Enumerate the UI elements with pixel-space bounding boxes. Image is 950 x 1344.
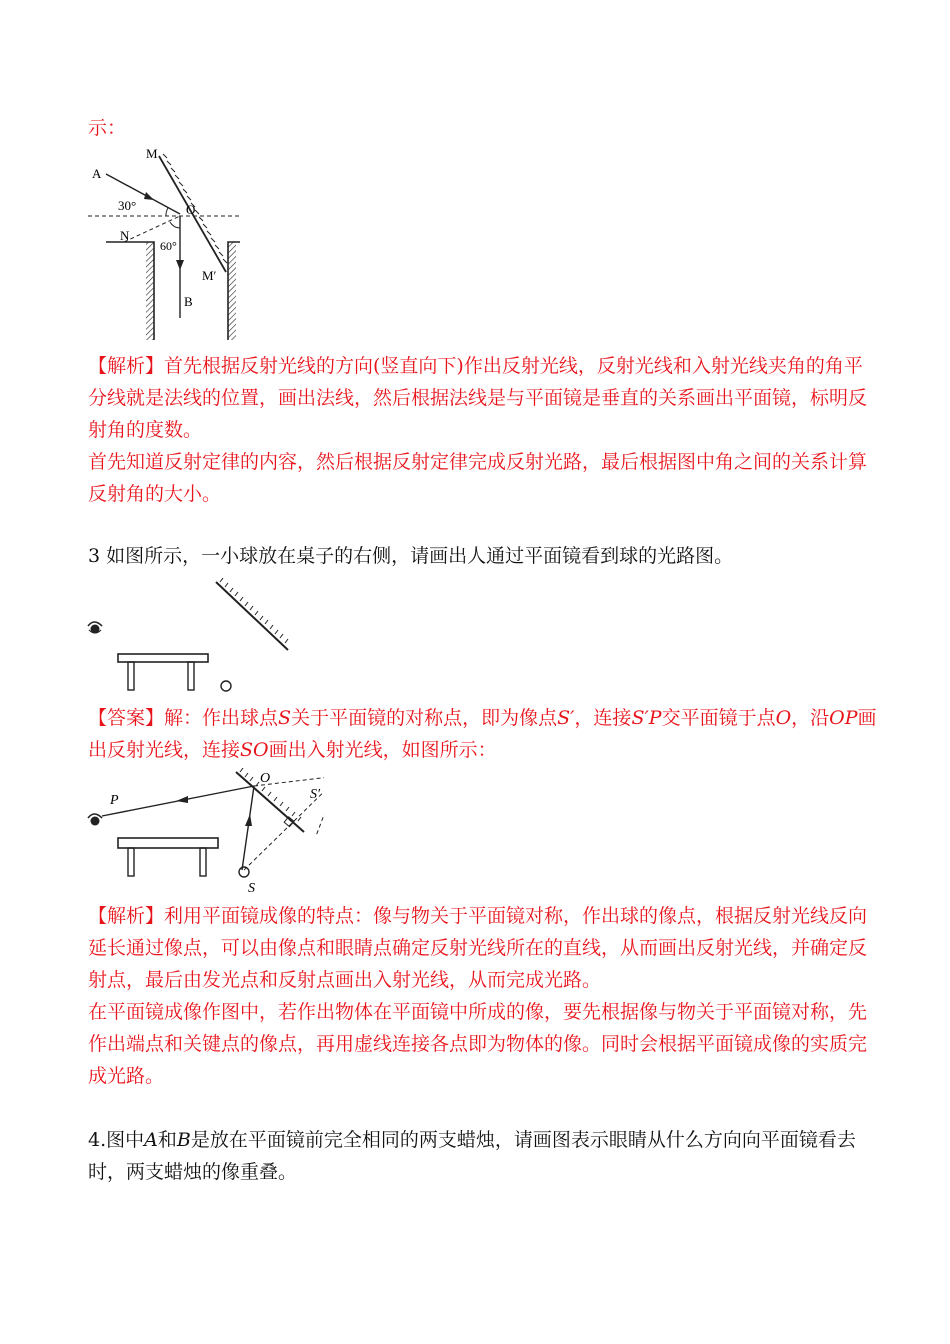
q3-analysis-para1: 【解析】利用平面镜成像的特点：像与物关于平面镜对称，作出球的像点，根据反射光线反向延长通过像点，可以由像点和眼睛点确定反射光线所在的直线，从而画出反射光线，并确定反射点，最后由发光点和反射点画出入射光线，从而完成光路。 xyxy=(88,905,868,991)
label-angle-30: 30° xyxy=(118,198,137,213)
q4-question: 4.图中A和B是放在平面镜前完全相同的两支蜡烛，请画图表示眼睛从什么方向向平面镜看去时，两支蜡烛的像重叠。 xyxy=(88,1129,856,1183)
label-O: O xyxy=(186,202,196,217)
q3-answer: 【答案】解：作出球点S关于平面镜的对称点，即为像点S′，连接S′P交平面镜于点O，沿OP画出反射光线，连接SO画出入射光线，如图所示： xyxy=(88,707,877,761)
eye-icon xyxy=(88,622,102,634)
analysis-tag: 【解析】 xyxy=(88,355,165,377)
q3-question: 3 如图所示，一小球放在桌子的右侧，请画出人通过平面镜看到球的光路图。 xyxy=(88,545,734,567)
label-A: A xyxy=(92,166,102,181)
table-top xyxy=(118,654,208,662)
table-leg-left xyxy=(128,848,134,876)
table-leg-left xyxy=(128,662,134,690)
label-S: S xyxy=(248,881,255,896)
answer-tag: 【答案】 xyxy=(88,707,165,729)
q3-figure xyxy=(84,578,304,698)
label-B: B xyxy=(184,294,193,309)
label-M: M xyxy=(146,146,158,161)
q2-analysis-para1: 【解析】首先根据反射光线的方向(竖直向下)作出反射光线，反射光线和入射光线夹角的角平分线就是法线的位置，画出法线，然后根据法线是与平面镜是垂直的关系画出平面镜，标明反射角的度数。 xyxy=(88,355,868,441)
table-leg-right xyxy=(200,848,206,876)
label-angle-60: 60° xyxy=(160,239,177,253)
intro-fragment: 示： xyxy=(88,117,127,139)
analysis-tag: 【解析】 xyxy=(88,905,165,927)
label-P: P xyxy=(110,793,119,808)
eye-icon xyxy=(88,814,102,826)
label-M-prime: M′ xyxy=(202,268,217,283)
label-N: N xyxy=(120,228,130,243)
table-top xyxy=(118,838,218,848)
q3-analysis-para2: 在平面镜成像作图中，若作出物体在平面镜中所成的像，要先根据像与物关于平面镜对称，先作出端点和关键点的像点，再用虚线连接各点即为物体的像。同时会根据平面镜成像的实质完成光路。 xyxy=(88,1001,868,1087)
ball xyxy=(221,681,231,691)
incident-ray xyxy=(242,786,254,870)
mirror-line xyxy=(216,582,288,650)
ball-S xyxy=(239,867,249,877)
label-O: O xyxy=(260,771,271,786)
q3-answer-figure xyxy=(84,768,324,896)
q2-analysis-para2: 首先知道反射定律的内容，然后根据反射定律完成反射光路，最后根据图中角之间的关系计算反射角的大小。 xyxy=(88,451,868,505)
reflection-figure-1 xyxy=(84,142,254,342)
table-leg-right xyxy=(188,662,194,690)
label-S-prime: S′ xyxy=(310,787,321,802)
